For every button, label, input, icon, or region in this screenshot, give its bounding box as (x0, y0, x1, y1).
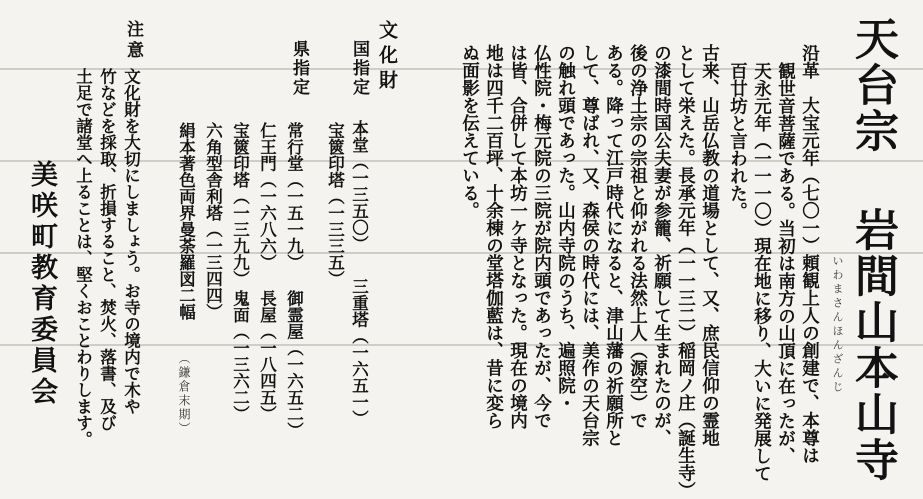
history-line: 仏性院・梅元院の三院が院内頭であったが、今で (531, 44, 552, 429)
notice-line: 土足で諸堂へ上ることは、堅くおことわりします。 (73, 68, 93, 448)
history-line: の漆間時国公夫妻が参籠、祈願して生まれたのが、 (651, 44, 672, 447)
history-line: して、尊ばれ、又、森侯の時代には、美作の天台宗 (579, 44, 600, 447)
history-line: 沿革 大宝元年（七〇一）頼観上人の創建で、本尊は (799, 44, 820, 464)
history-line: 観世音菩薩である。当初は南方の山頂に在ったが、 (775, 62, 796, 465)
history-line: は皆、合併して本坊一ケ寺となった。現在の境内 (507, 44, 528, 429)
cultural-properties-heading: 文化財 (376, 20, 398, 95)
temple-title: 天台宗 岩間山本山寺 (847, 16, 898, 483)
history-line: 後の浄土宗の宗祖と仰がれる法然上人（源空）で (627, 44, 648, 429)
history-line: 百廿坊と言われた。 (727, 62, 748, 220)
national-item: 本堂（一三五〇） (349, 120, 369, 252)
issuer-name: 美咲町教育委員会 (26, 160, 57, 408)
prefecture-item-period: （鎌倉末期） (177, 352, 191, 436)
prefecture-item: 仁王門（一六八六） (257, 122, 277, 271)
notice-heading: 注意 (123, 20, 143, 62)
prefecture-item: 絹本著色両界曼荼羅図二幅 (176, 122, 196, 320)
notice-line: 竹などを採取、折損すること、焚火、落書、及び (97, 68, 117, 431)
history-line: として栄えた。長承元年（一一三二）稲岡ノ庄（誕生寺） (675, 44, 696, 499)
prefecture-designation-heading: 県指定 (289, 40, 309, 97)
prefecture-item: 六角型舎利塔（一三四四） (203, 122, 223, 320)
national-item: 三重塔（一六五一） (349, 278, 369, 427)
history-line: ぬ面影を伝えている。 (459, 44, 480, 219)
history-line: 地は四千二百坪、十余棟の堂塔伽藍は、昔に変ら (483, 44, 504, 429)
history-line: の触れ頭であった。山内寺院のうち、遍照院・ (555, 44, 576, 412)
prefecture-item: 宝篋印塔（一三九九） (230, 122, 250, 287)
national-item: 宝篋印塔（一三三五） (325, 122, 345, 287)
prefecture-item: 常行堂（一五一九） (284, 122, 304, 271)
history-line: 天永元年（一一一〇）現在地に移り、大いに発展して (751, 62, 772, 482)
prefecture-item: 鬼面（一三六二） (230, 290, 250, 422)
notice-line: 文化財を大切にしましょう。お寺の境内で木や (121, 68, 141, 415)
prefecture-item: 長屋（一八四五） (257, 290, 277, 422)
national-designation-heading: 国指定 (349, 40, 369, 97)
history-line: ある。降って江戸時代になると、津山藩の祈願所と (603, 44, 624, 447)
history-line: 古来、山岳仏教の道場として、又、庶民信仰の霊地 (699, 44, 720, 447)
title-reading: いわまさんほんざんじ (831, 255, 844, 395)
prefecture-item: 御霊屋（一六五二） (284, 290, 304, 439)
